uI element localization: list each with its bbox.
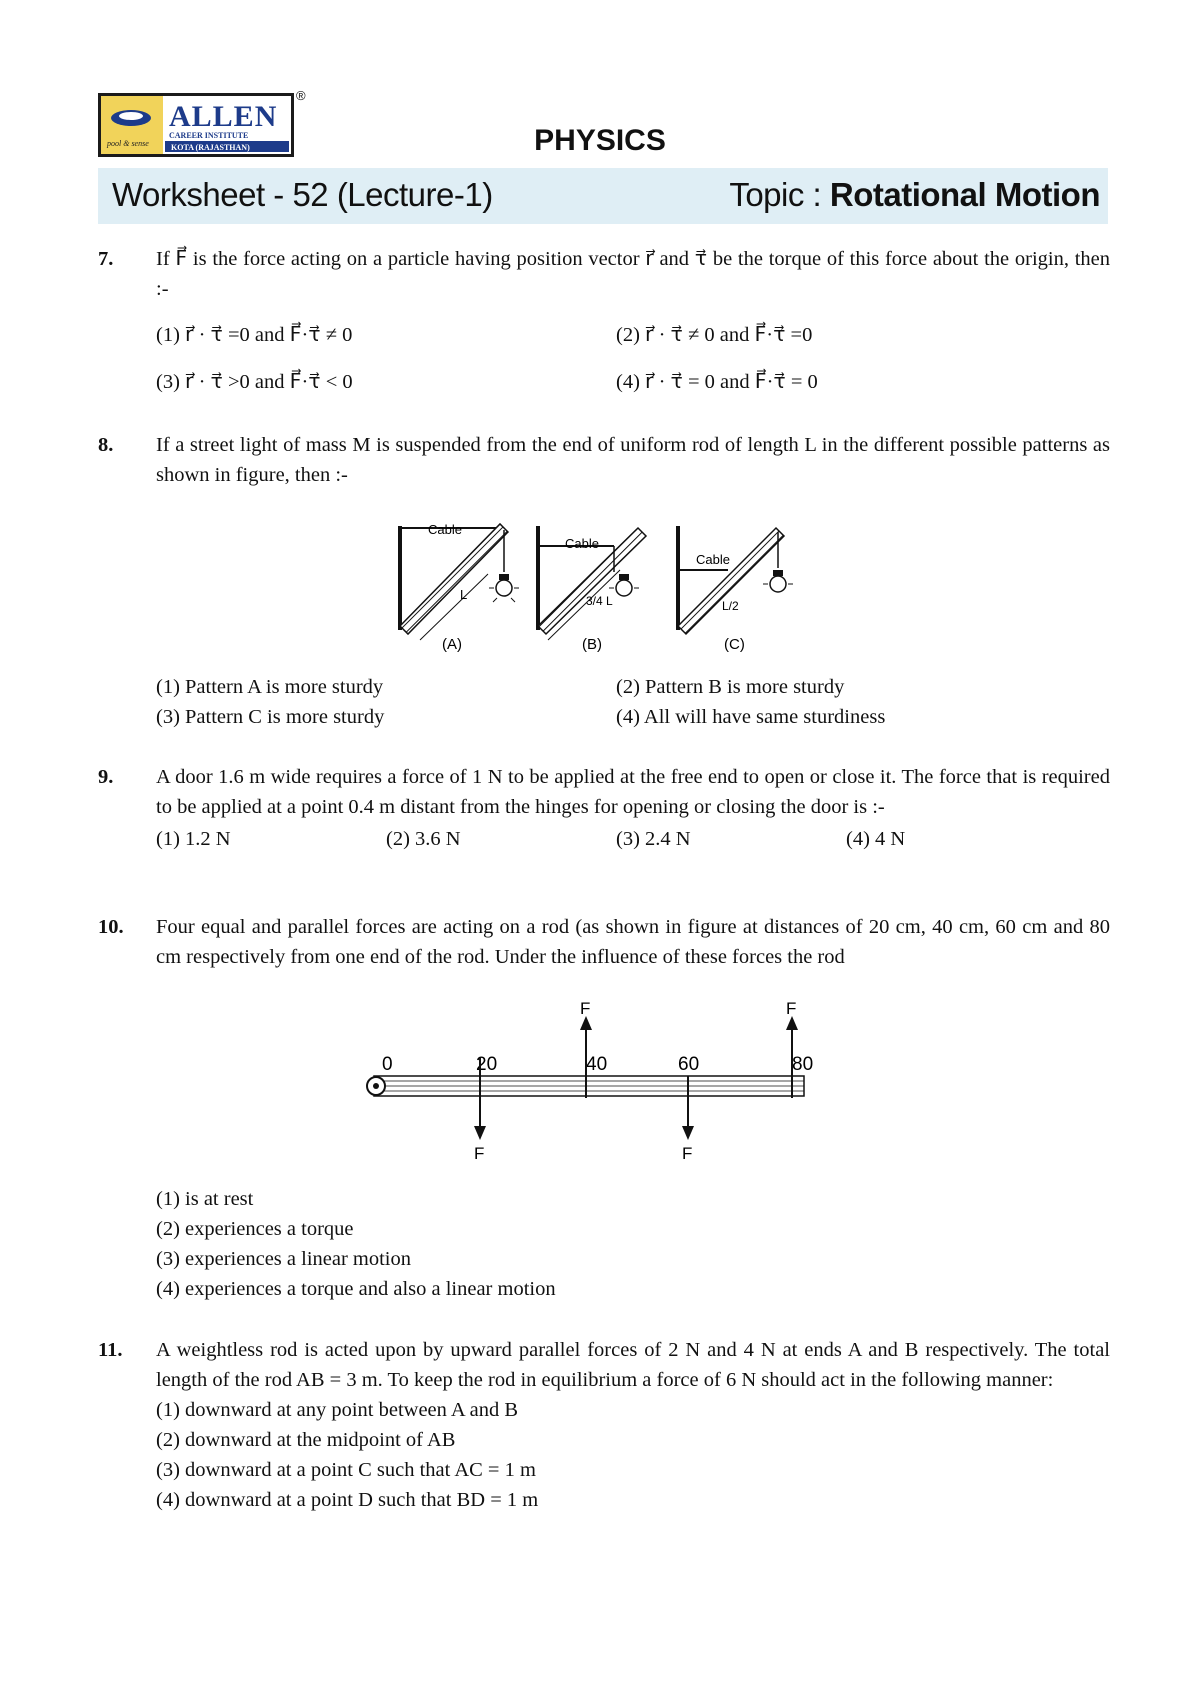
mark-20: 20	[476, 1054, 498, 1075]
option-1[interactable]: (1) is at rest	[156, 1188, 254, 1210]
option-1[interactable]: (1) 1.2 N	[156, 828, 231, 850]
option-1[interactable]: (1) Pattern A is more sturdy	[156, 676, 384, 698]
options	[156, 1184, 1110, 1304]
option-2[interactable]: (2) r⃗ · τ⃗ ≠ 0 and F⃗·τ⃗ =0	[616, 324, 813, 346]
cable-label-c: Cable	[696, 552, 730, 567]
mark-40: 40	[586, 1054, 608, 1075]
option-4[interactable]: (4) r⃗ · τ⃗ = 0 and F⃗·τ⃗ = 0	[616, 371, 818, 393]
pattern-label-a: (A)	[442, 636, 462, 652]
logo-main: ALLEN	[169, 100, 278, 133]
mark-80: 80	[792, 1054, 814, 1075]
street-light-figure	[390, 512, 830, 652]
question-number: 9.	[98, 766, 114, 788]
mark-60: 60	[678, 1054, 700, 1075]
cable-label-a: Cable	[428, 522, 462, 537]
question-number: 11.	[98, 1339, 123, 1361]
length-label-c: L/2	[722, 599, 739, 613]
option-4[interactable]: (4) downward at a point D such that BD = 1 m	[156, 1489, 539, 1511]
mark-0: 0	[382, 1054, 393, 1075]
options	[156, 824, 1110, 854]
option-4[interactable]: (4) 4 N	[846, 828, 906, 850]
worksheet-topic: Topic : Rotational Motion	[729, 176, 1100, 213]
pattern-c	[678, 526, 793, 652]
options	[156, 310, 1110, 406]
question-text: If a street light of mass M is suspended from the end of uniform rod of length L in the different possible patterns as shown in figure, then :-	[156, 434, 1110, 486]
length-label-b: 3/4 L	[586, 594, 613, 608]
question-8	[98, 430, 1110, 490]
pattern-label-b: (B)	[582, 636, 602, 652]
logo-sub: CAREER INSTITUTE	[169, 131, 249, 140]
option-2[interactable]: (2) Pattern B is more sturdy	[616, 676, 845, 698]
option-1[interactable]: (1) downward at any point between A and B	[156, 1399, 519, 1421]
option-3[interactable]: (3) downward at a point C such that AC = 1 m	[156, 1459, 536, 1481]
question-7	[98, 244, 1110, 406]
question-text: A door 1.6 m wide requires a force of 1 N to be applied at the free end to open or close it. The force that is required to be applied at a point 0.4 m distant from the hinges for opening or closing the door is :-	[156, 766, 1110, 818]
options	[156, 1395, 1110, 1515]
question-11	[98, 1335, 1110, 1515]
svg-text:F: F	[786, 999, 797, 1018]
options	[156, 672, 1110, 732]
worksheet-header-bar	[98, 168, 1108, 224]
option-3[interactable]: (3) 2.4 N	[616, 828, 691, 850]
question-10-options	[98, 1184, 1110, 1304]
registered-mark: ®	[296, 88, 306, 103]
option-3[interactable]: (3) experiences a linear motion	[156, 1248, 411, 1270]
svg-text:F: F	[682, 1144, 693, 1163]
cable-label-b: Cable	[565, 536, 599, 551]
svg-text:F: F	[474, 1144, 485, 1163]
rod-marks	[382, 1054, 813, 1075]
worksheet-title: Worksheet - 52 (Lecture-1)	[112, 176, 493, 213]
question-text: If F⃗ is the force acting on a particle having position vector r⃗ and τ⃗ be the torque of this force about the origin, then :-	[156, 248, 1110, 300]
option-3[interactable]: (3) r⃗ · τ⃗ >0 and F⃗·τ⃗ < 0	[156, 371, 353, 393]
pattern-b	[538, 526, 646, 652]
option-2[interactable]: (2) 3.6 N	[386, 828, 461, 850]
question-text: A weightless rod is acted upon by upward parallel forces of 2 N and 4 N at ends A and B respectively. The total length of the rod AB = 3 m. To keep the rod in equilibrium a force of 6 N should act in the following manner:	[156, 1339, 1110, 1391]
question-9	[98, 762, 1110, 854]
subject-title: PHYSICS	[534, 124, 666, 157]
question-number: 8.	[98, 434, 114, 456]
question-10	[98, 912, 1110, 972]
question-text: Four equal and parallel forces are acting on a rod (as shown in figure at distances of 20 cm, 40 cm, 60 cm and 80 cm respectively from one end of the rod. Under the influence of these forces the rod	[156, 916, 1110, 968]
logo-city: KOTA (RAJASTHAN)	[171, 143, 250, 152]
option-2[interactable]: (2) downward at the midpoint of AB	[156, 1429, 456, 1451]
length-label-a: L	[460, 587, 468, 602]
option-2[interactable]: (2) experiences a torque	[156, 1218, 354, 1240]
logo-tagline: pool & sense	[107, 139, 149, 148]
svg-text:F: F	[580, 999, 591, 1018]
pattern-a	[400, 522, 519, 652]
question-number: 10.	[98, 916, 124, 938]
question-number: 7.	[98, 248, 114, 270]
rod-forces-figure	[360, 998, 850, 1168]
pattern-label-c: (C)	[724, 636, 745, 652]
option-1[interactable]: (1) r⃗ · τ⃗ =0 and F⃗·τ⃗ ≠ 0	[156, 324, 353, 346]
question-8-options	[98, 672, 1110, 732]
option-4[interactable]: (4) experiences a torque and also a linear motion	[156, 1278, 556, 1300]
option-3[interactable]: (3) Pattern C is more sturdy	[156, 706, 385, 728]
option-4[interactable]: (4) All will have same sturdiness	[616, 706, 886, 728]
